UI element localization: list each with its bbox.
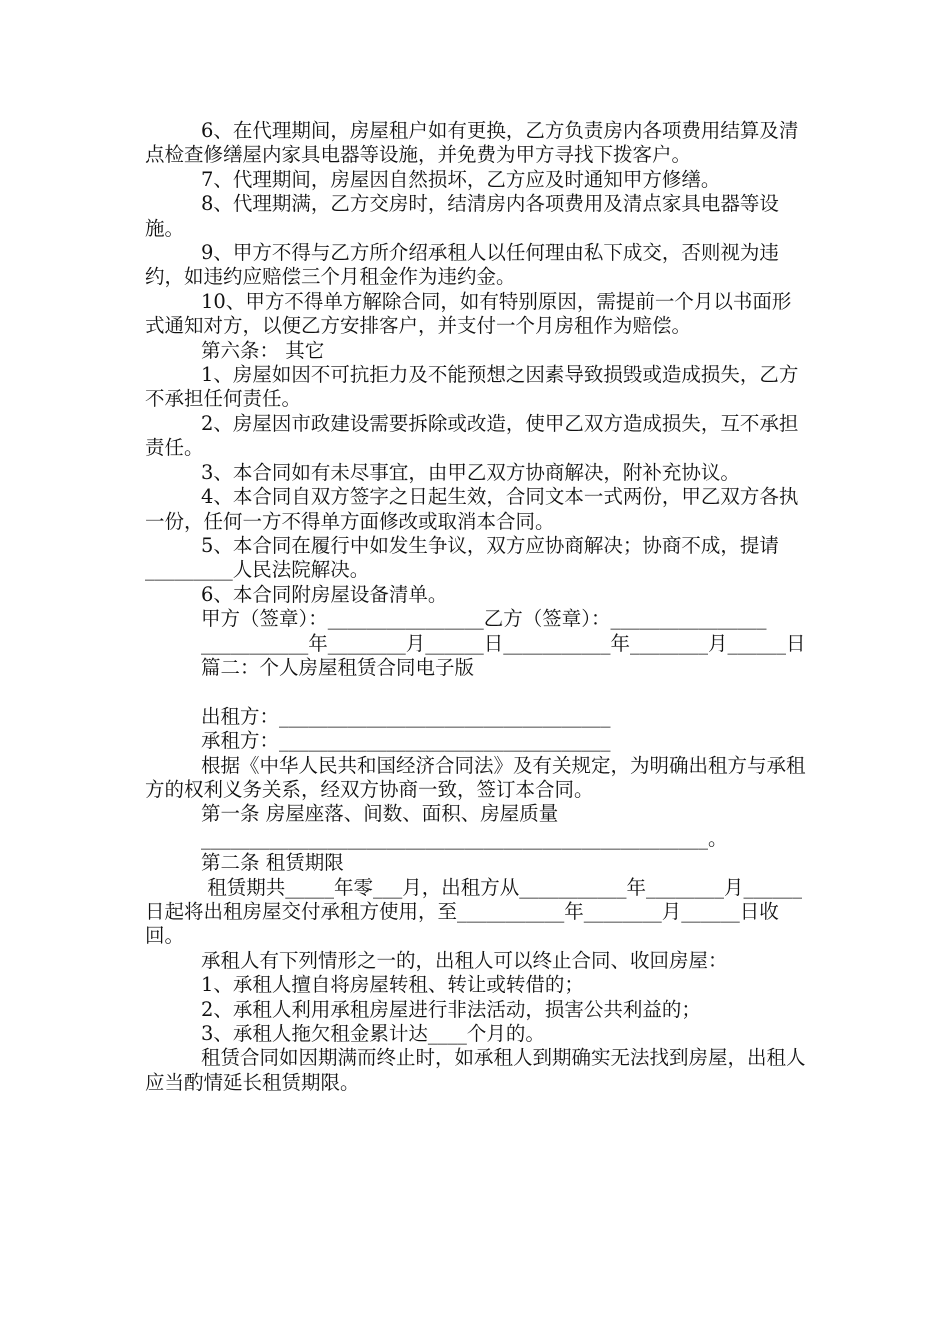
date-line: ___________年________月______日___________年________月______日 bbox=[201, 631, 806, 655]
section-two-title: 篇二：个人房屋租赁合同电子版 bbox=[201, 655, 475, 679]
article-1-heading: 第一条 房屋座落、间数、面积、房屋质量 bbox=[201, 802, 559, 826]
termination-3: 3、承租人拖欠租金累计达____个月的。 bbox=[201, 1022, 545, 1046]
clause-8: 8、代理期满，乙方交房时，结清房内各项费用及清点家具电器等设施。 bbox=[145, 192, 779, 240]
lessee-field: 承租方：__________________________________ bbox=[201, 729, 611, 753]
clause-10: 10、甲方不得单方解除合同，如有特别原因，需提前一个月以书面形式通知对方，以便乙方安排客户，并支付一个月房租作为赔偿。 bbox=[145, 289, 792, 338]
article-1-blank: ____________________________________________________。 bbox=[201, 826, 728, 850]
blank-line bbox=[145, 680, 810, 704]
clause-6: 6、在代理期间，房屋租户如有更换，乙方负责房内各项费用结算及清点检查修缮屋内家具电器等设施，并免费为甲方寻找下拨客户。 bbox=[145, 119, 799, 167]
signature-line: 甲方（签章）：________________乙方（签章）：________________ bbox=[201, 607, 767, 631]
article-6-heading: 第六条： 其它 bbox=[201, 338, 325, 362]
lease-term: 租赁期共_____年零___月，出租方从___________年________月______日起将出租房屋交付承租方使用，至___________年________月______日收回。 bbox=[145, 875, 802, 948]
other-clause-2: 2、房屋因市政建设需要拆除或改造，使甲乙双方造成损失，互不承担责任。 bbox=[145, 411, 799, 460]
article-2-heading: 第二条 租赁期限 bbox=[201, 851, 344, 875]
clause-9: 9、甲方不得与乙方所介绍承租人以任何理由私下成交，否则视为违约，如违约应赔偿三个月租金作为违约金。 bbox=[145, 241, 779, 289]
other-clause-4: 4、本合同自双方签字之日起生效，合同文本一式两份，甲乙双方各执一份，任何一方不得单方面修改或取消本合同。 bbox=[145, 485, 799, 533]
extension-clause: 租赁合同如因期满而终止时，如承租人到期确实无法找到房屋，出租人应当酌情延长租赁期限。 bbox=[145, 1046, 806, 1094]
lessor-field: 出租方：__________________________________ bbox=[201, 704, 611, 728]
other-clause-1: 1、房屋如因不可抗拒力及不能预想之因素导致损毁或造成损失，乙方不承担任何责任。 bbox=[145, 363, 799, 411]
other-clause-5: 5、本合同在履行中如发生争议，双方应协商解决；协商不成，提请_________人民法院解决。 bbox=[145, 533, 779, 582]
termination-intro: 承租人有下列情形之一的，出租人可以终止合同、收回房屋： bbox=[201, 948, 728, 972]
other-clause-3: 3、本合同如有未尽事宜，由甲乙双方协商解决，附补充协议。 bbox=[201, 460, 740, 484]
termination-1: 1、承租人擅自将房屋转租、转让或转借的； bbox=[201, 973, 584, 997]
termination-2: 2、承租人利用承租房屋进行非法活动，损害公共利益的； bbox=[201, 997, 701, 1021]
contract-page bbox=[145, 119, 810, 1095]
other-clause-6: 6、本合同附房屋设备清单。 bbox=[201, 582, 448, 606]
preamble: 根据《中华人民共和国经济合同法》及有关规定，为明确出租方与承租方的权利义务关系，经双方协商一致，签订本合同。 bbox=[145, 753, 806, 801]
clause-7: 7、代理期间，房屋因自然损坏，乙方应及时通知甲方修缮。 bbox=[201, 167, 721, 191]
